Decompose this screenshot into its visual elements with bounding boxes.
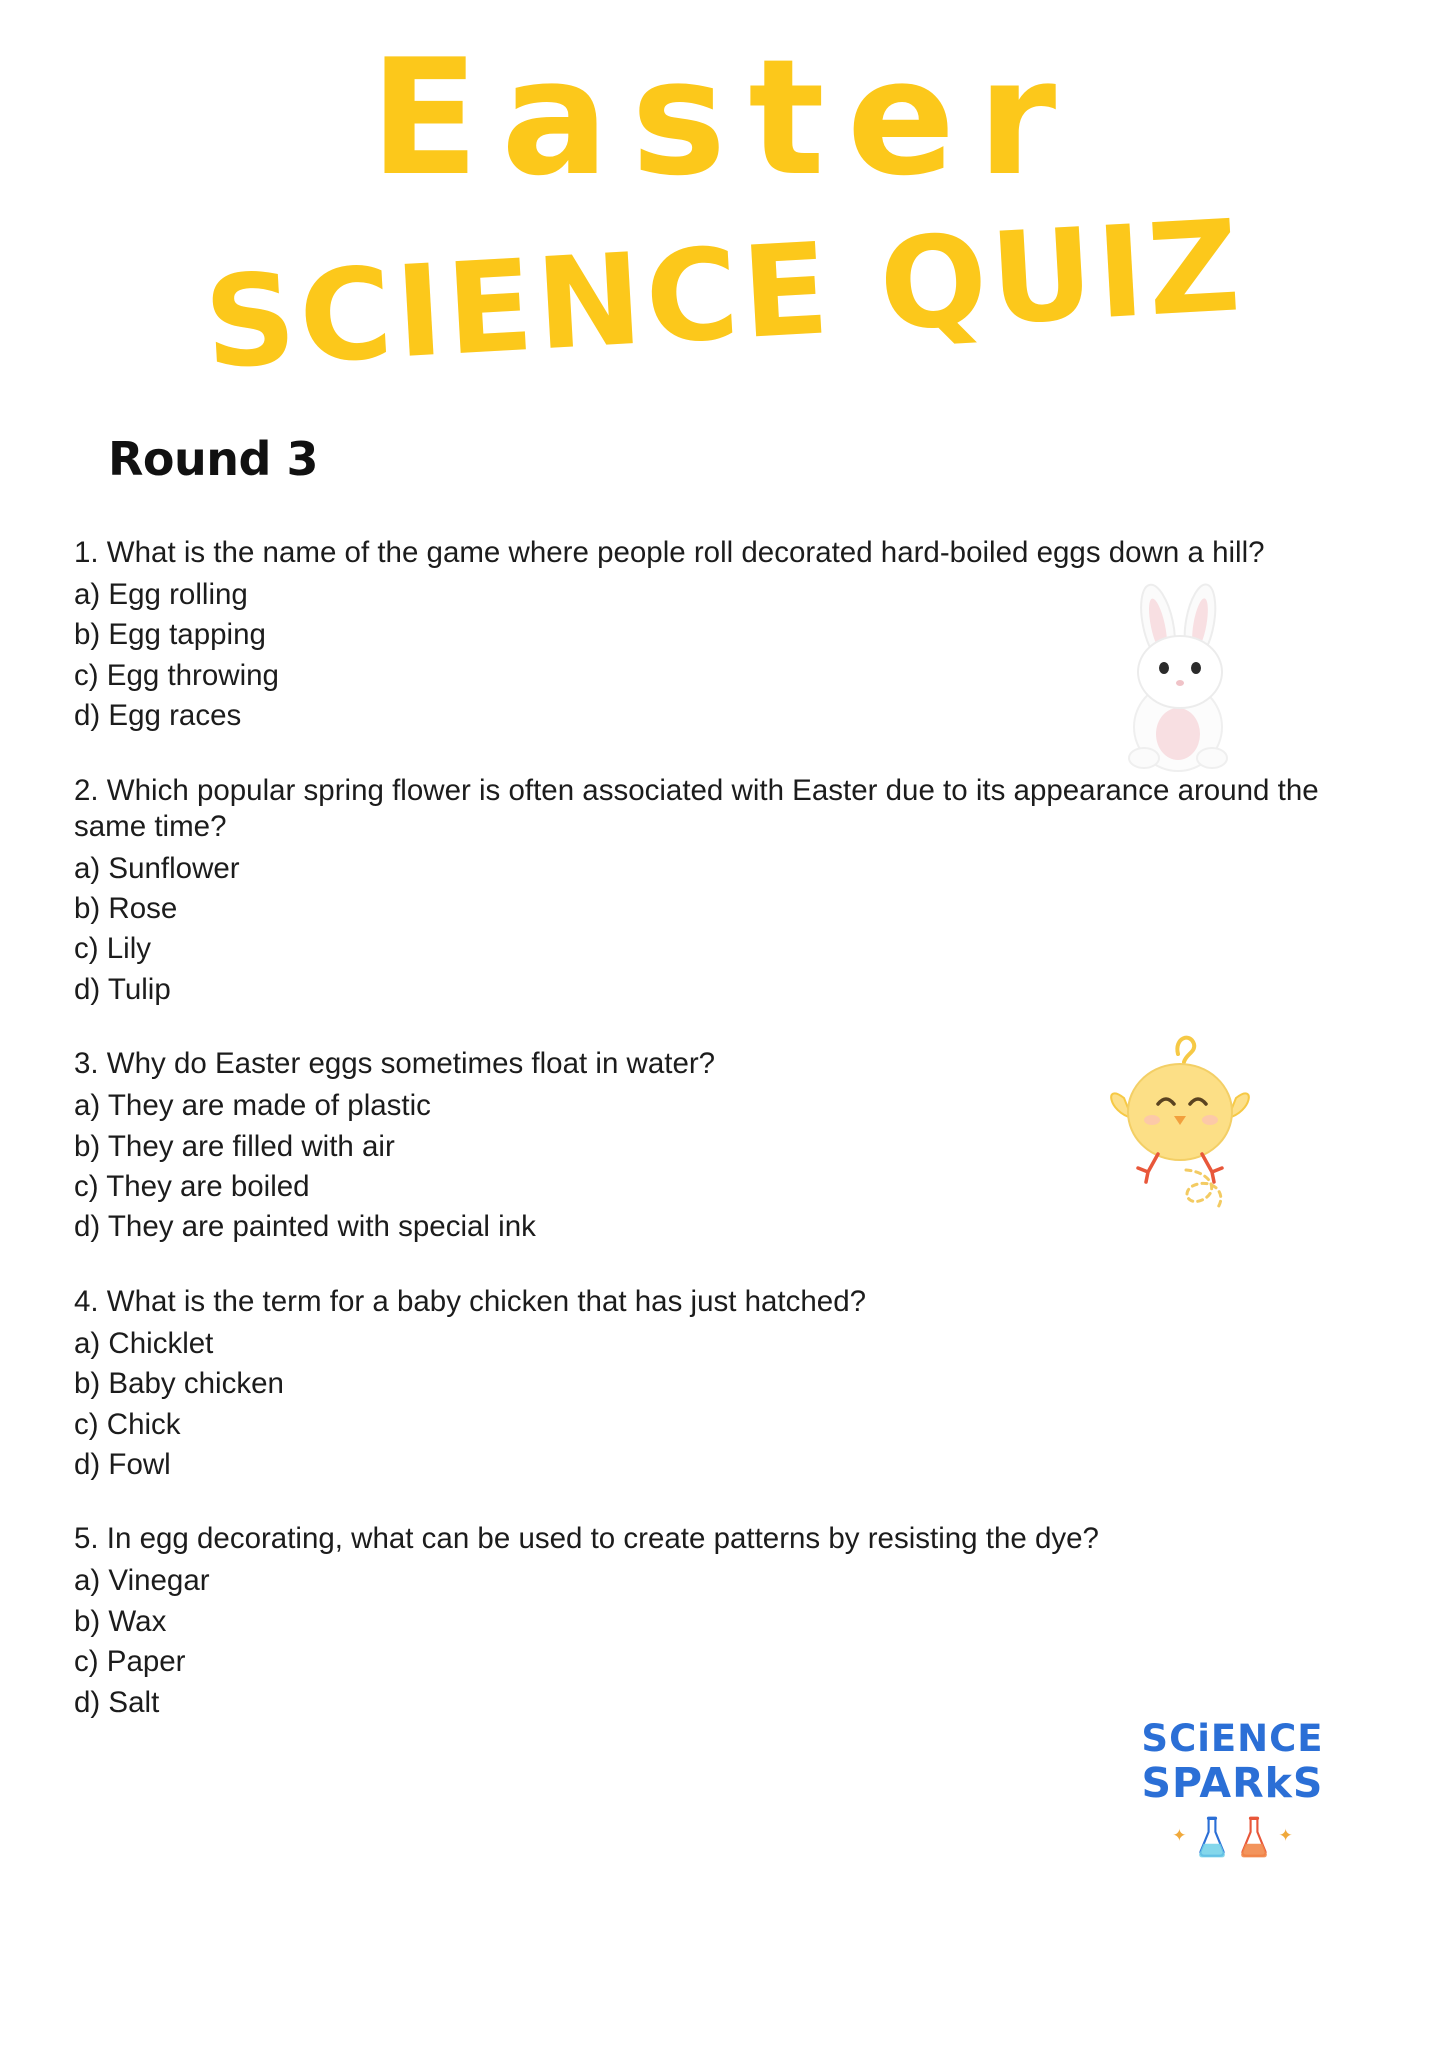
question-block (74, 1284, 1374, 1486)
star-icon: ✦ (1172, 1826, 1187, 1845)
answer-option[interactable]: d) Egg races (74, 699, 242, 733)
answer-option[interactable]: b) They are filled with air (74, 1129, 395, 1163)
answer-option[interactable]: c) They are boiled (74, 1170, 310, 1203)
answer-option[interactable]: b) Wax (74, 1604, 167, 1638)
answer-option[interactable]: d) Tulip (74, 972, 171, 1006)
logo-line-science: SCiENCE (1141, 1717, 1324, 1760)
science-sparks-logo (1125, 1717, 1340, 1905)
answer-option[interactable]: d) They are painted with special ink (74, 1210, 536, 1244)
page-title-easter: Easter (369, 24, 1079, 211)
question-text: 1. What is the name of the game where people roll decorated hard-boiled eggs down a hill? (74, 536, 1265, 569)
answer-option[interactable]: a) They are made of plastic (74, 1089, 431, 1123)
answer-option[interactable]: b) Egg tapping (74, 618, 266, 652)
answer-option[interactable]: b) Rose (74, 891, 178, 925)
question-text: 4. What is the term for a baby chicken that has just hatched? (74, 1284, 867, 1318)
chick-icon (1090, 1020, 1270, 1250)
question-text: 5. In egg decorating, what can be used to create patterns by resisting the dye? (74, 1522, 1099, 1556)
answer-option[interactable]: a) Chicklet (74, 1326, 214, 1360)
flask-icon (1125, 1814, 1340, 1860)
logo-line-sparks: SPARkS (1141, 1759, 1324, 1807)
answer-option[interactable]: a) Sunflower (74, 851, 240, 885)
page-title-science-quiz: SCIENCE QUIZ (200, 192, 1248, 397)
answer-option[interactable]: c) Paper (74, 1645, 186, 1679)
answer-option[interactable]: c) Egg throwing (74, 658, 279, 692)
round-heading: Round 3 (108, 432, 318, 486)
answer-option[interactable]: a) Egg rolling (74, 577, 248, 611)
question-text: 3. Why do Easter eggs sometimes float in water? (74, 1047, 716, 1081)
answer-option[interactable]: c) Chick (74, 1407, 181, 1441)
question-block (74, 773, 1374, 1011)
question-text: 2. Which popular spring flower is often associated with Easter due to its appearance around the same time? (74, 773, 1319, 843)
question-block (74, 1521, 1374, 1723)
answer-option[interactable]: b) Baby chicken (74, 1367, 284, 1401)
answer-option[interactable]: d) Salt (74, 1685, 160, 1719)
bunny-icon (1100, 582, 1260, 782)
answer-option[interactable]: c) Lily (74, 932, 152, 966)
answer-option[interactable]: d) Fowl (74, 1448, 171, 1482)
star-icon: ✦ (1278, 1826, 1293, 1845)
answer-option[interactable]: a) Vinegar (74, 1564, 210, 1598)
